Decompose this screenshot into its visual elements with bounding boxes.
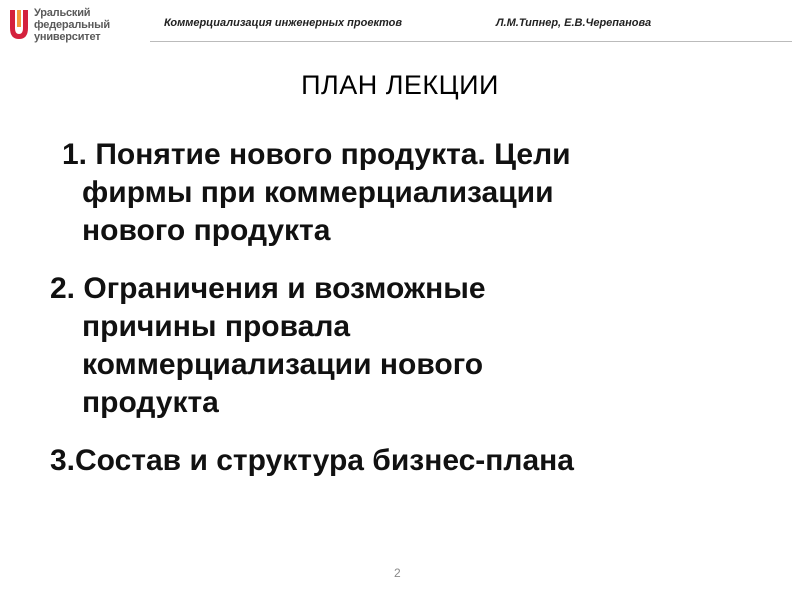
plan-item-2-line-2: причины провала [82, 310, 351, 343]
lecture-heading: ПЛАН ЛЕКЦИИ [301, 70, 499, 100]
plan-item-2 [50, 270, 770, 422]
plan-item-3 [50, 442, 770, 480]
lecture-plan-list [50, 136, 770, 500]
header-divider [150, 41, 792, 42]
urfu-logo-icon [8, 8, 30, 42]
plan-item-1-line-3: нового продукта [82, 214, 331, 247]
course-title: Коммерциализация инженерных проектов [164, 17, 403, 29]
logo-line-1: Уральский [34, 7, 91, 19]
logo-line-2: федеральный [34, 19, 110, 31]
logo-wordmark [34, 7, 110, 43]
authors: Л.М.Типнер, Е.В.Черепанова [496, 17, 652, 29]
plan-item-2-line-3: коммерциализации нового [82, 348, 484, 381]
plan-item-3-line-1: 3.Состав и структура бизнес-плана [50, 444, 574, 477]
plan-item-2-line-4: продукта [82, 386, 219, 419]
plan-item-1-line-1: 1. Понятие нового продукта. Цели [62, 138, 571, 171]
university-logo [8, 6, 138, 46]
plan-item-2-line-1: 2. Ограничения и возможные [50, 272, 486, 305]
plan-item-1 [50, 136, 770, 250]
plan-item-1-line-2: фирмы при коммерциализации [82, 176, 554, 209]
logo-line-3: университет [34, 31, 101, 43]
page-number: 2 [394, 566, 401, 580]
